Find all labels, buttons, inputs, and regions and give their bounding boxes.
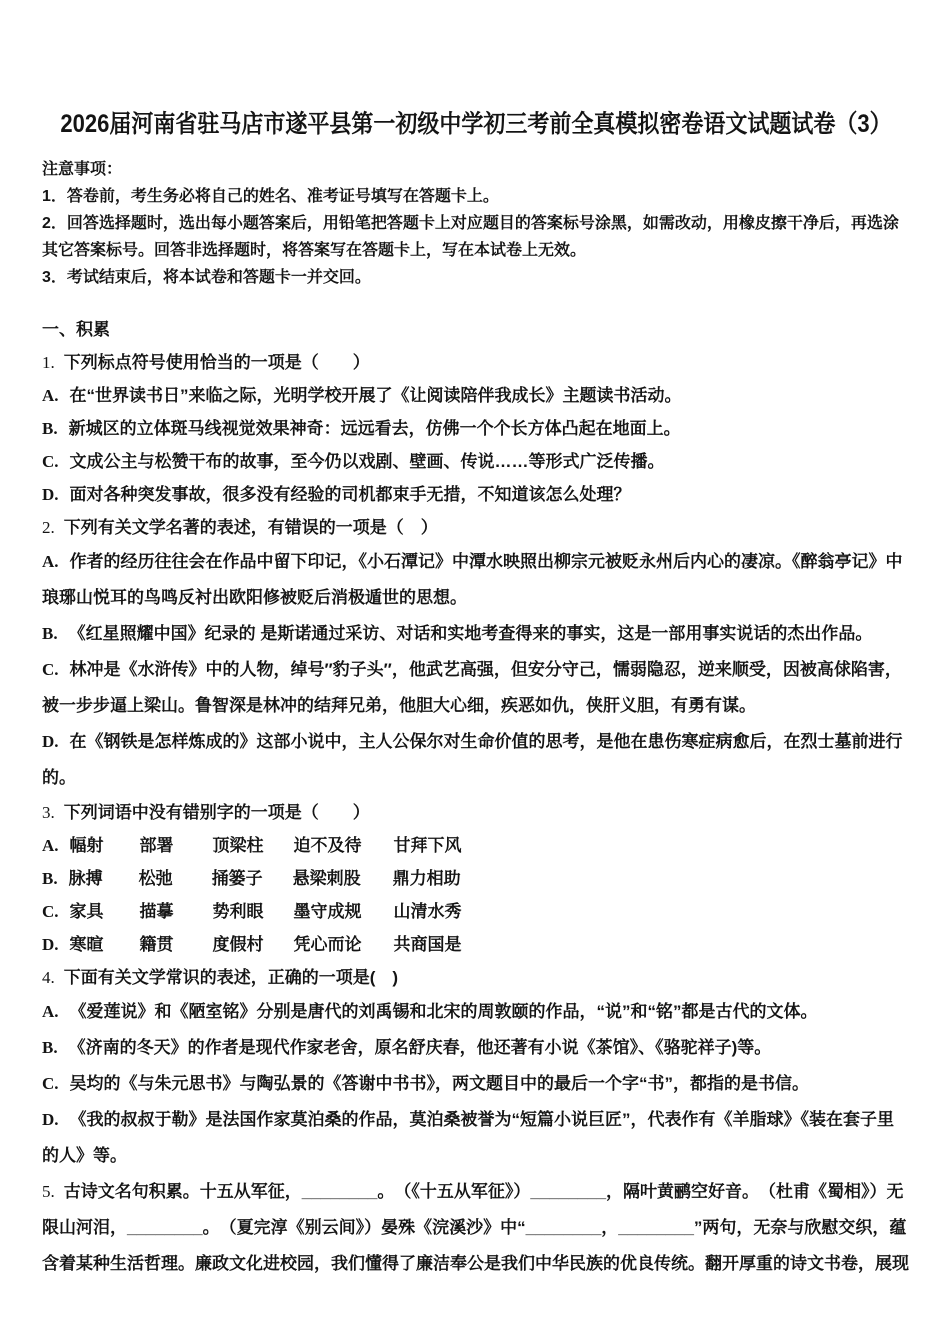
option-label: B. (42, 1038, 58, 1057)
question-5 (42, 1174, 910, 1282)
question-4 (42, 961, 910, 1174)
option-label: B. (42, 624, 58, 643)
option-label: D. (42, 1110, 59, 1129)
question-3 (42, 796, 910, 961)
question-text: 下面有关文学常识的表述，正确的一项是( ) (63, 968, 399, 987)
question-3-stem (42, 796, 910, 829)
word-item: 势利眼 (212, 902, 264, 921)
option-text: 作者的经历往往会在作品中留下印记，《小石潭记》中潭水映照出柳宗元被贬永州后内心的凄凉。《醉翁亭记》中琅琊山悦耳的鸟鸣反衬出欧阳修被贬后消极遁世的思想。 (42, 552, 903, 607)
notice-heading: 注意事项： (42, 161, 123, 178)
word-item: 捅篓子 (211, 869, 263, 888)
option-text: 《爱莲说》和《陋室铭》分别是唐代的刘禹锡和北宋的周敦颐的作品，“说”和“铭”都是古代的文体。 (69, 1002, 818, 1021)
option-text: 新城区的立体斑马线视觉效果神奇：远远看去，仿佛一个个长方体凸起在地面上。 (68, 419, 681, 438)
option-label: A. (42, 552, 59, 571)
question-4-option-a (42, 994, 910, 1030)
word-item: 度假村 (212, 935, 264, 954)
option-text: 林冲是《水浒传》中的人物，绰号″豹子头″，他武艺高强，但安分守己，懦弱隐忍，逆来顺受，因被高俅陷害，被一步步逼上梁山。鲁智深是林冲的结拜兄弟，他胆大心细，疾恶如仇，侠肝义胆，有勇有谋。 (42, 660, 902, 715)
question-2-stem (42, 511, 910, 544)
option-text: 吴均的《与朱元思书》与陶弘景的《答谢中书书》，两文题目中的最后一个字“书”，都指的是书信。 (69, 1074, 810, 1093)
word-item: 迫不及待 (293, 836, 362, 855)
option-label: D. (42, 732, 59, 751)
question-number: 3. (42, 803, 55, 822)
question-2-option-a (42, 544, 910, 616)
option-label: C. (42, 660, 59, 679)
question-1-stem (42, 346, 910, 379)
notice-item-1: 1．答卷前，考生务必将自己的姓名、准考证号填写在答题卡上。 (42, 188, 499, 205)
question-5-stem (42, 1174, 910, 1282)
question-number: 1. (42, 353, 55, 372)
option-label: A. (42, 836, 59, 855)
notice-item-3: 3．考试结束后，将本试卷和答题卡一并交回。 (42, 269, 371, 286)
question-3-option-a (42, 829, 910, 862)
option-text: 在“世界读书日”来临之际，光明学校开展了《让阅读陪伴我成长》主题读书活动。 (69, 386, 682, 405)
word-item: 寒暄 (69, 935, 104, 954)
option-label: C. (42, 902, 59, 921)
option-label: D. (42, 485, 59, 504)
option-text: 在《钢铁是怎样炼成的》这部小说中，主人公保尔对生命价值的思考，是他在患伤寒症病愈后，在烈士墓前进行的。 (42, 732, 903, 787)
word-item: 共商国是 (393, 935, 462, 954)
word-item: 凭心而论 (293, 935, 362, 954)
word-item: 家具 (69, 902, 104, 921)
notice-block (42, 156, 910, 291)
question-2-option-b (42, 616, 910, 652)
question-1 (42, 346, 910, 511)
word-item: 松弛 (138, 869, 173, 888)
question-4-option-c (42, 1066, 910, 1102)
word-item: 描摹 (139, 902, 174, 921)
question-3-option-d (42, 928, 910, 961)
word-item: 脉搏 (68, 869, 103, 888)
word-item: 墨守成规 (293, 902, 362, 921)
option-label: A. (42, 386, 59, 405)
question-text: 下列词语中没有错别字的一项是（ ） (63, 803, 370, 822)
question-text: 下列有关文学名著的表述，有错误的一项是（ ） (63, 518, 438, 537)
section-heading-accumulation: 一、积累 (42, 320, 110, 339)
word-item: 山清水秀 (393, 902, 462, 921)
question-text: 古诗文名句积累。十五从军征，________。 （《十五从军征》）________，隔叶黄鹂空好音。 （杜甫《蜀相》）无限山河泪，________。 （夏完淳《别云间》）晏殊《浣溪沙》中“________，________”两句，无奈与欣慰交织，蕴含着某种生活哲理。廉政文化进校园，我们懂得了廉洁奉公是我们中华民族的优良传统。翻开厚重的诗文书卷，展现 (42, 1182, 909, 1273)
option-label: D. (42, 935, 59, 954)
word-item: 幅射 (69, 836, 104, 855)
option-label: B. (42, 869, 58, 888)
question-3-option-c (42, 895, 910, 928)
option-text: 面对各种突发事故，很多没有经验的司机都束手无措，不知道该怎么处理？ (69, 485, 631, 504)
question-1-option-c (42, 445, 910, 478)
question-number: 2. (42, 518, 55, 537)
question-4-option-b (42, 1030, 910, 1066)
question-1-option-d (42, 478, 910, 511)
notice-item-2: 2．回答选择题时，选出每小题答案后，用铅笔把答题卡上对应题目的答案标号涂黑，如需改动，用橡皮擦干净后，再选涂其它答案标号。回答非选择题时，将答案写在答题卡上，写在本试卷上无效。 (42, 215, 899, 259)
word-item: 籍贯 (139, 935, 174, 954)
option-text: 《济南的冬天》的作者是现代作家老舍，原名舒庆春，他还著有小说《茶馆》、《骆驼祥子)等。 (68, 1038, 772, 1057)
question-number: 5. (42, 1182, 55, 1201)
option-label: A. (42, 1002, 59, 1021)
question-4-option-d (42, 1102, 910, 1174)
word-item: 鼎力相助 (392, 869, 461, 888)
question-3-option-b (42, 862, 910, 895)
word-item: 顶梁柱 (212, 836, 264, 855)
option-label: C. (42, 452, 59, 471)
question-4-stem (42, 961, 910, 994)
word-item: 悬梁刺股 (292, 869, 361, 888)
question-1-option-b (42, 412, 910, 445)
option-text: 《红星照耀中国》纪录的 是斯诺通过采访、对话和实地考查得来的事实，这是一部用事实说话的杰出作品。 (68, 624, 873, 643)
question-1-option-a (42, 379, 910, 412)
question-number: 4. (42, 968, 55, 987)
question-2-option-d (42, 724, 910, 796)
word-item: 部署 (139, 836, 174, 855)
word-item: 甘拜下风 (393, 836, 462, 855)
question-2-option-c (42, 652, 910, 724)
option-label: B. (42, 419, 58, 438)
page-title: 2026届河南省驻马店市遂平县第一初级中学初三考前全真模拟密卷语文试题试卷（3） (60, 109, 892, 138)
question-2 (42, 511, 910, 796)
option-text: 《我的叔叔于勒》是法国作家莫泊桑的作品，莫泊桑被誉为“短篇小说巨匠”，代表作有《羊脂球》《装在套子里的人》等。 (42, 1110, 895, 1165)
question-text: 下列标点符号使用恰当的一项是（ ） (63, 353, 370, 372)
option-label: C. (42, 1074, 59, 1093)
option-text: 文成公主与松赞干布的故事，至今仍以戏剧、壁画、传说……等形式广泛传播。 (69, 452, 665, 471)
